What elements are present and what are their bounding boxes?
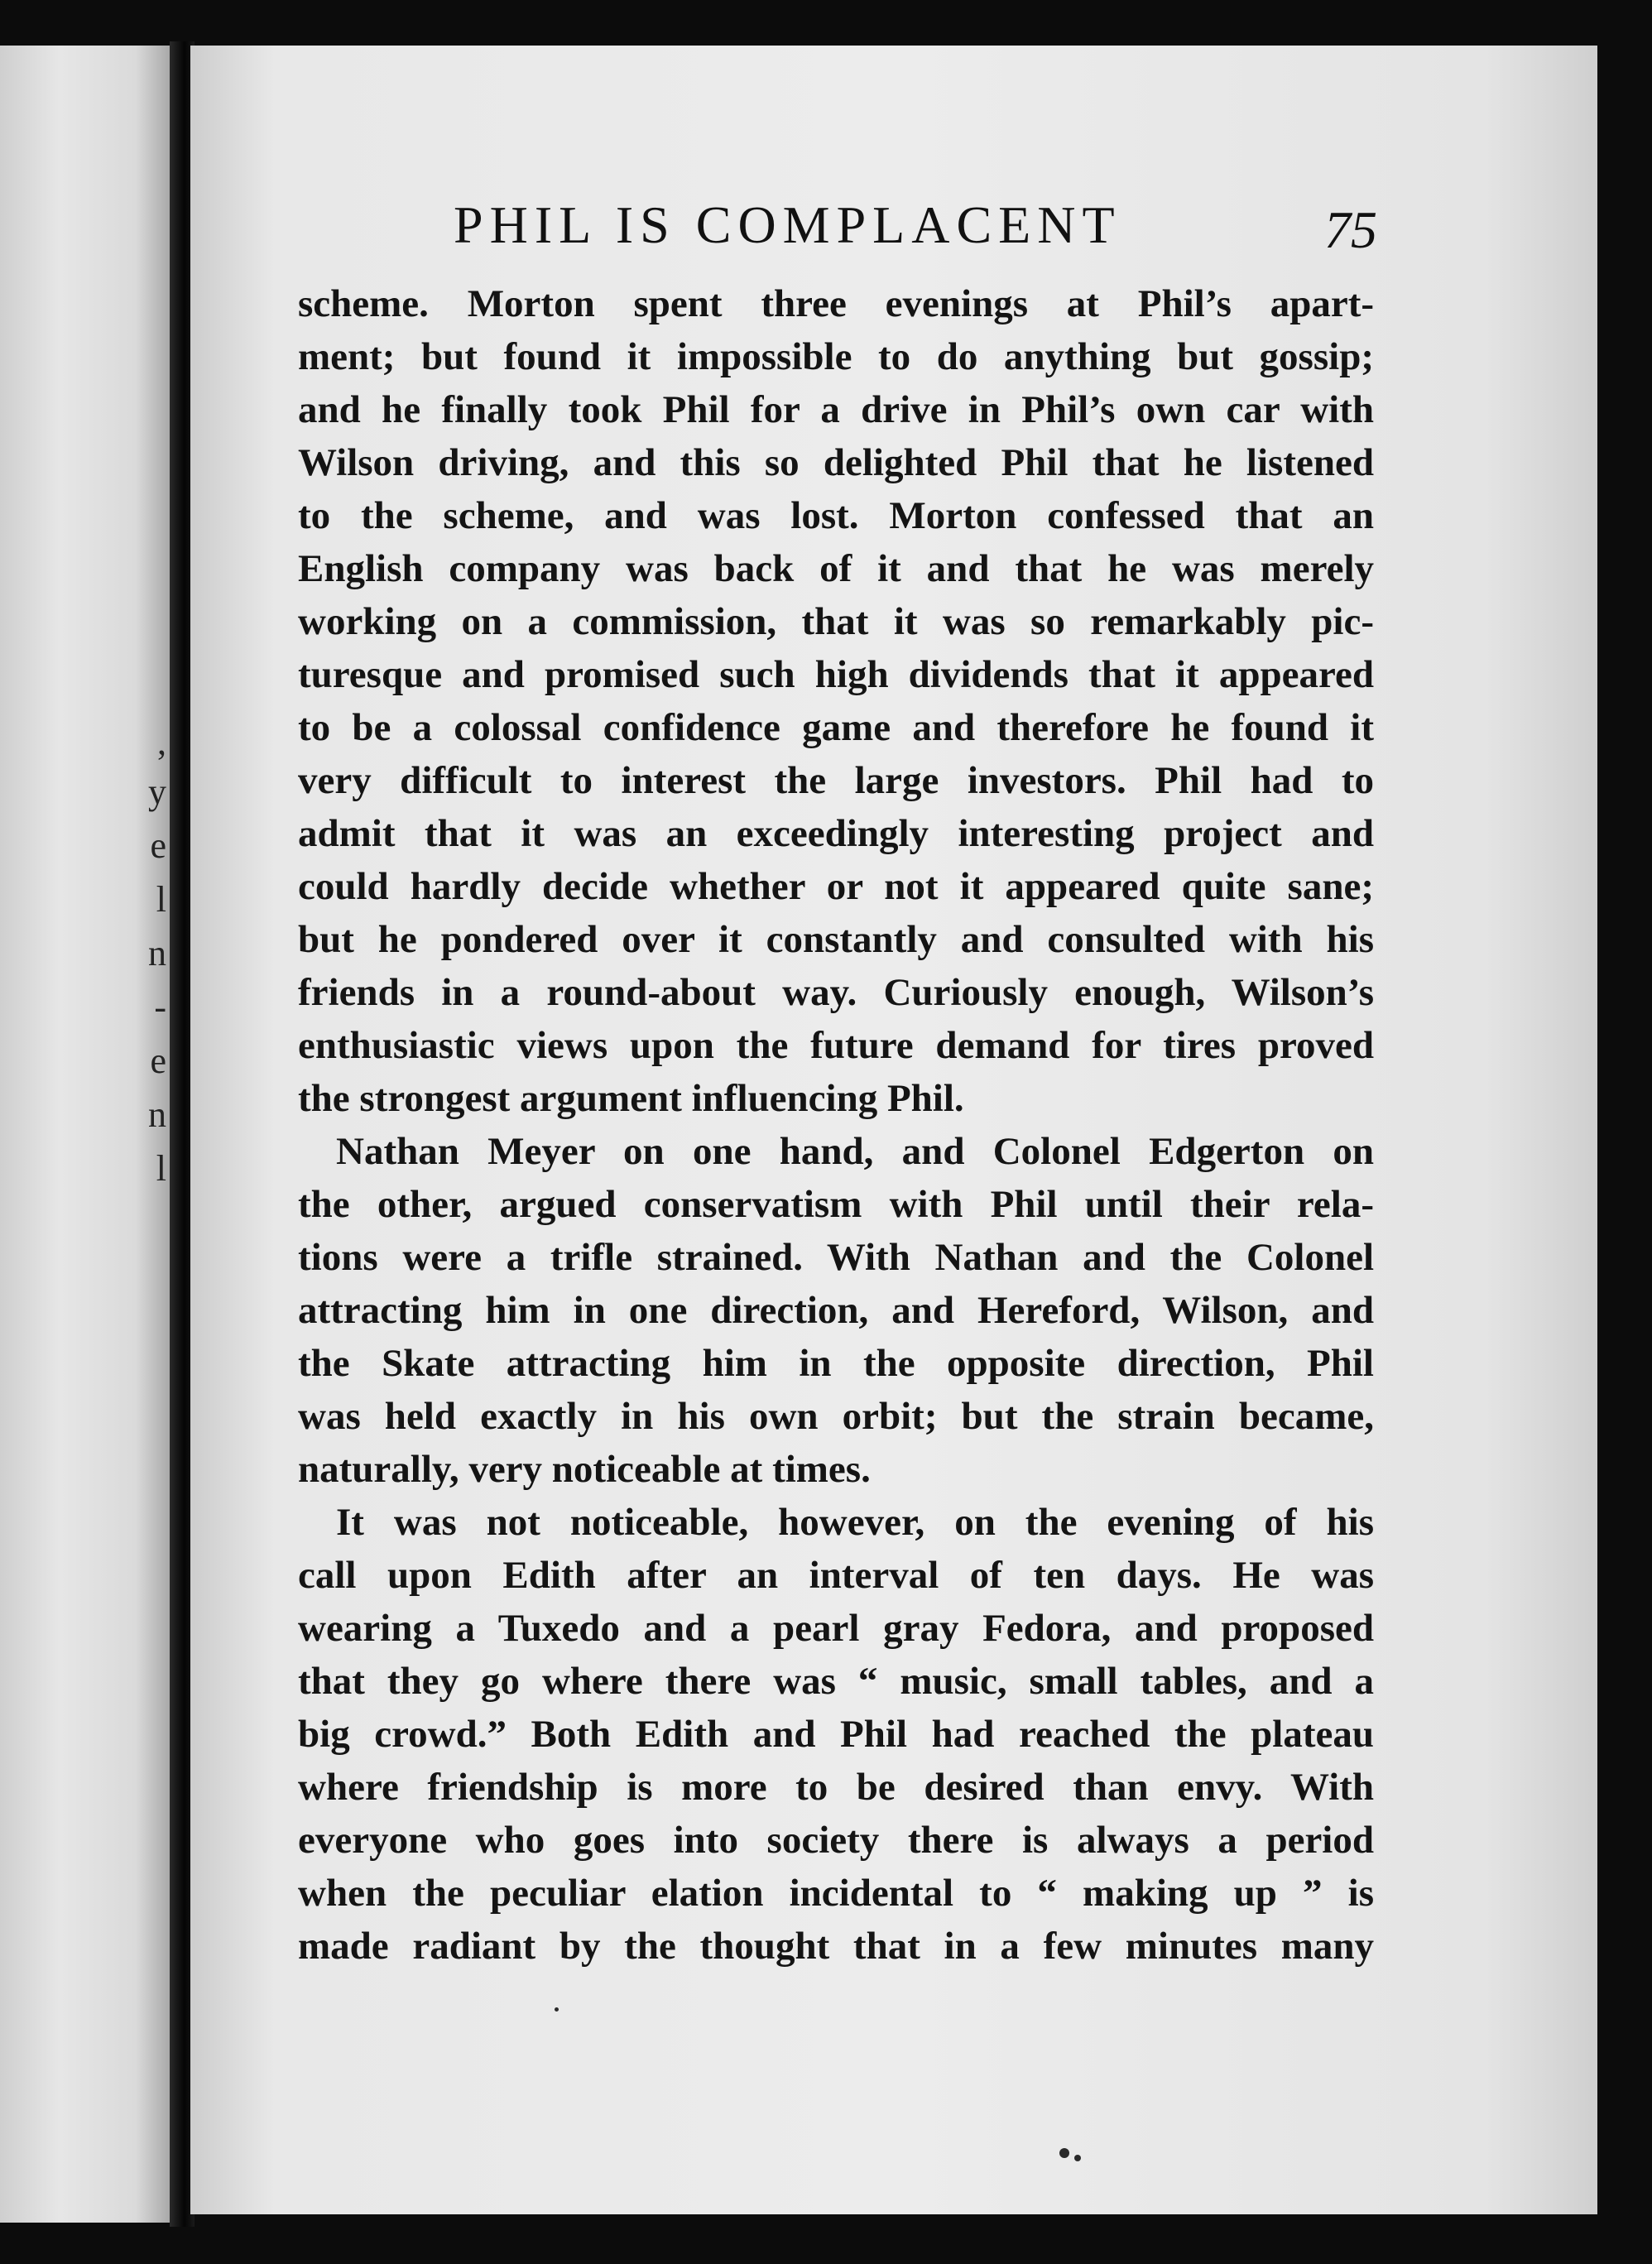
- prev-page-fragment: l: [156, 1148, 166, 1189]
- text-line: that they go where there was “ music, small tables, and a: [298, 1660, 1374, 1703]
- text-line: It was not noticeable, however, on the evening of his: [336, 1501, 1374, 1544]
- text-line: call upon Edith after an interval of ten days. He was: [298, 1554, 1374, 1597]
- text-line: attracting him in one direction, and Hereford, Wilson, and: [298, 1289, 1374, 1332]
- page-header: [190, 195, 1597, 277]
- prev-page-fragment: e: [150, 1041, 166, 1081]
- text-line: to the scheme, and was lost. Morton confessed that an: [298, 494, 1374, 537]
- text-line: scheme. Morton spent three evenings at Phil’s apart-: [298, 282, 1374, 325]
- text-line: working on a commission, that it was so remarkably pic-: [298, 600, 1374, 643]
- text-line: ment; but found it impossible to do anything but gossip;: [298, 335, 1374, 378]
- book-page: [190, 46, 1597, 2214]
- text-line: to be a colossal confidence game and therefore he found it: [298, 706, 1374, 749]
- prev-page-fragment: e: [150, 825, 166, 866]
- text-line: enthusiastic views upon the future demand for tires proved: [298, 1024, 1374, 1067]
- text-line: wearing a Tuxedo and a pearl gray Fedora, and proposed: [298, 1607, 1374, 1650]
- prev-page-fragment: n: [148, 933, 166, 973]
- text-line: the other, argued conservatism with Phil until their rela-: [298, 1183, 1374, 1226]
- body-text: [298, 277, 1374, 1973]
- prev-page-fragment: ,: [157, 722, 166, 762]
- text-line: admit that it was an exceedingly interesting project and: [298, 812, 1374, 855]
- prev-page-fragment: n: [148, 1094, 166, 1135]
- paragraph-2: [298, 1125, 1374, 1496]
- scan-speck: [1074, 2155, 1081, 2161]
- text-line: but he pondered over it constantly and consulted with his: [298, 918, 1374, 961]
- text-line: naturally, very noticeable at times.: [298, 1448, 871, 1491]
- page-number: 75: [1324, 200, 1377, 259]
- text-line: could hardly decide whether or not it appeared quite sane;: [298, 865, 1374, 908]
- running-title: PHIL IS COMPLACENT: [454, 195, 1121, 254]
- scan-speck: [555, 2007, 559, 2012]
- prev-page-fragment: y: [148, 771, 166, 812]
- text-line: tions were a trifle strained. With Nathan and the Colonel: [298, 1236, 1374, 1279]
- prev-page-fragment: l: [156, 879, 166, 920]
- text-line: English company was back of it and that he was merely: [298, 547, 1374, 590]
- prev-page-fragment: -: [154, 987, 166, 1027]
- text-line: made radiant by the thought that in a few minutes many: [298, 1925, 1374, 1968]
- paragraph-3: [298, 1496, 1374, 1973]
- text-line: very difficult to interest the large investors. Phil had to: [298, 759, 1374, 802]
- text-line: and he finally took Phil for a drive in Phil’s own car with: [298, 388, 1374, 431]
- text-line: turesque and promised such high dividends that it appeared: [298, 653, 1374, 696]
- text-line: Wilson driving, and this so delighted Phil that he listened: [298, 441, 1374, 484]
- text-line: the strongest argument influencing Phil.: [298, 1077, 964, 1120]
- text-line: where friendship is more to be desired than envy. With: [298, 1766, 1374, 1809]
- text-line: everyone who goes into society there is always a period: [298, 1819, 1374, 1862]
- text-line: was held exactly in his own orbit; but the strain became,: [298, 1395, 1374, 1438]
- text-line: the Skate attracting him in the opposite direction, Phil: [298, 1342, 1374, 1385]
- text-line: big crowd.” Both Edith and Phil had reached the plateau: [298, 1713, 1374, 1756]
- previous-page-edge: [0, 46, 170, 2223]
- text-line: Nathan Meyer on one hand, and Colonel Edgerton on: [336, 1130, 1374, 1173]
- text-line: when the peculiar elation incidental to “ making up ” is: [298, 1872, 1374, 1915]
- text-line: friends in a round-about way. Curiously enough, Wilson’s: [298, 971, 1374, 1014]
- paragraph-1: [298, 277, 1374, 1125]
- scan-speck: [1059, 2148, 1069, 2158]
